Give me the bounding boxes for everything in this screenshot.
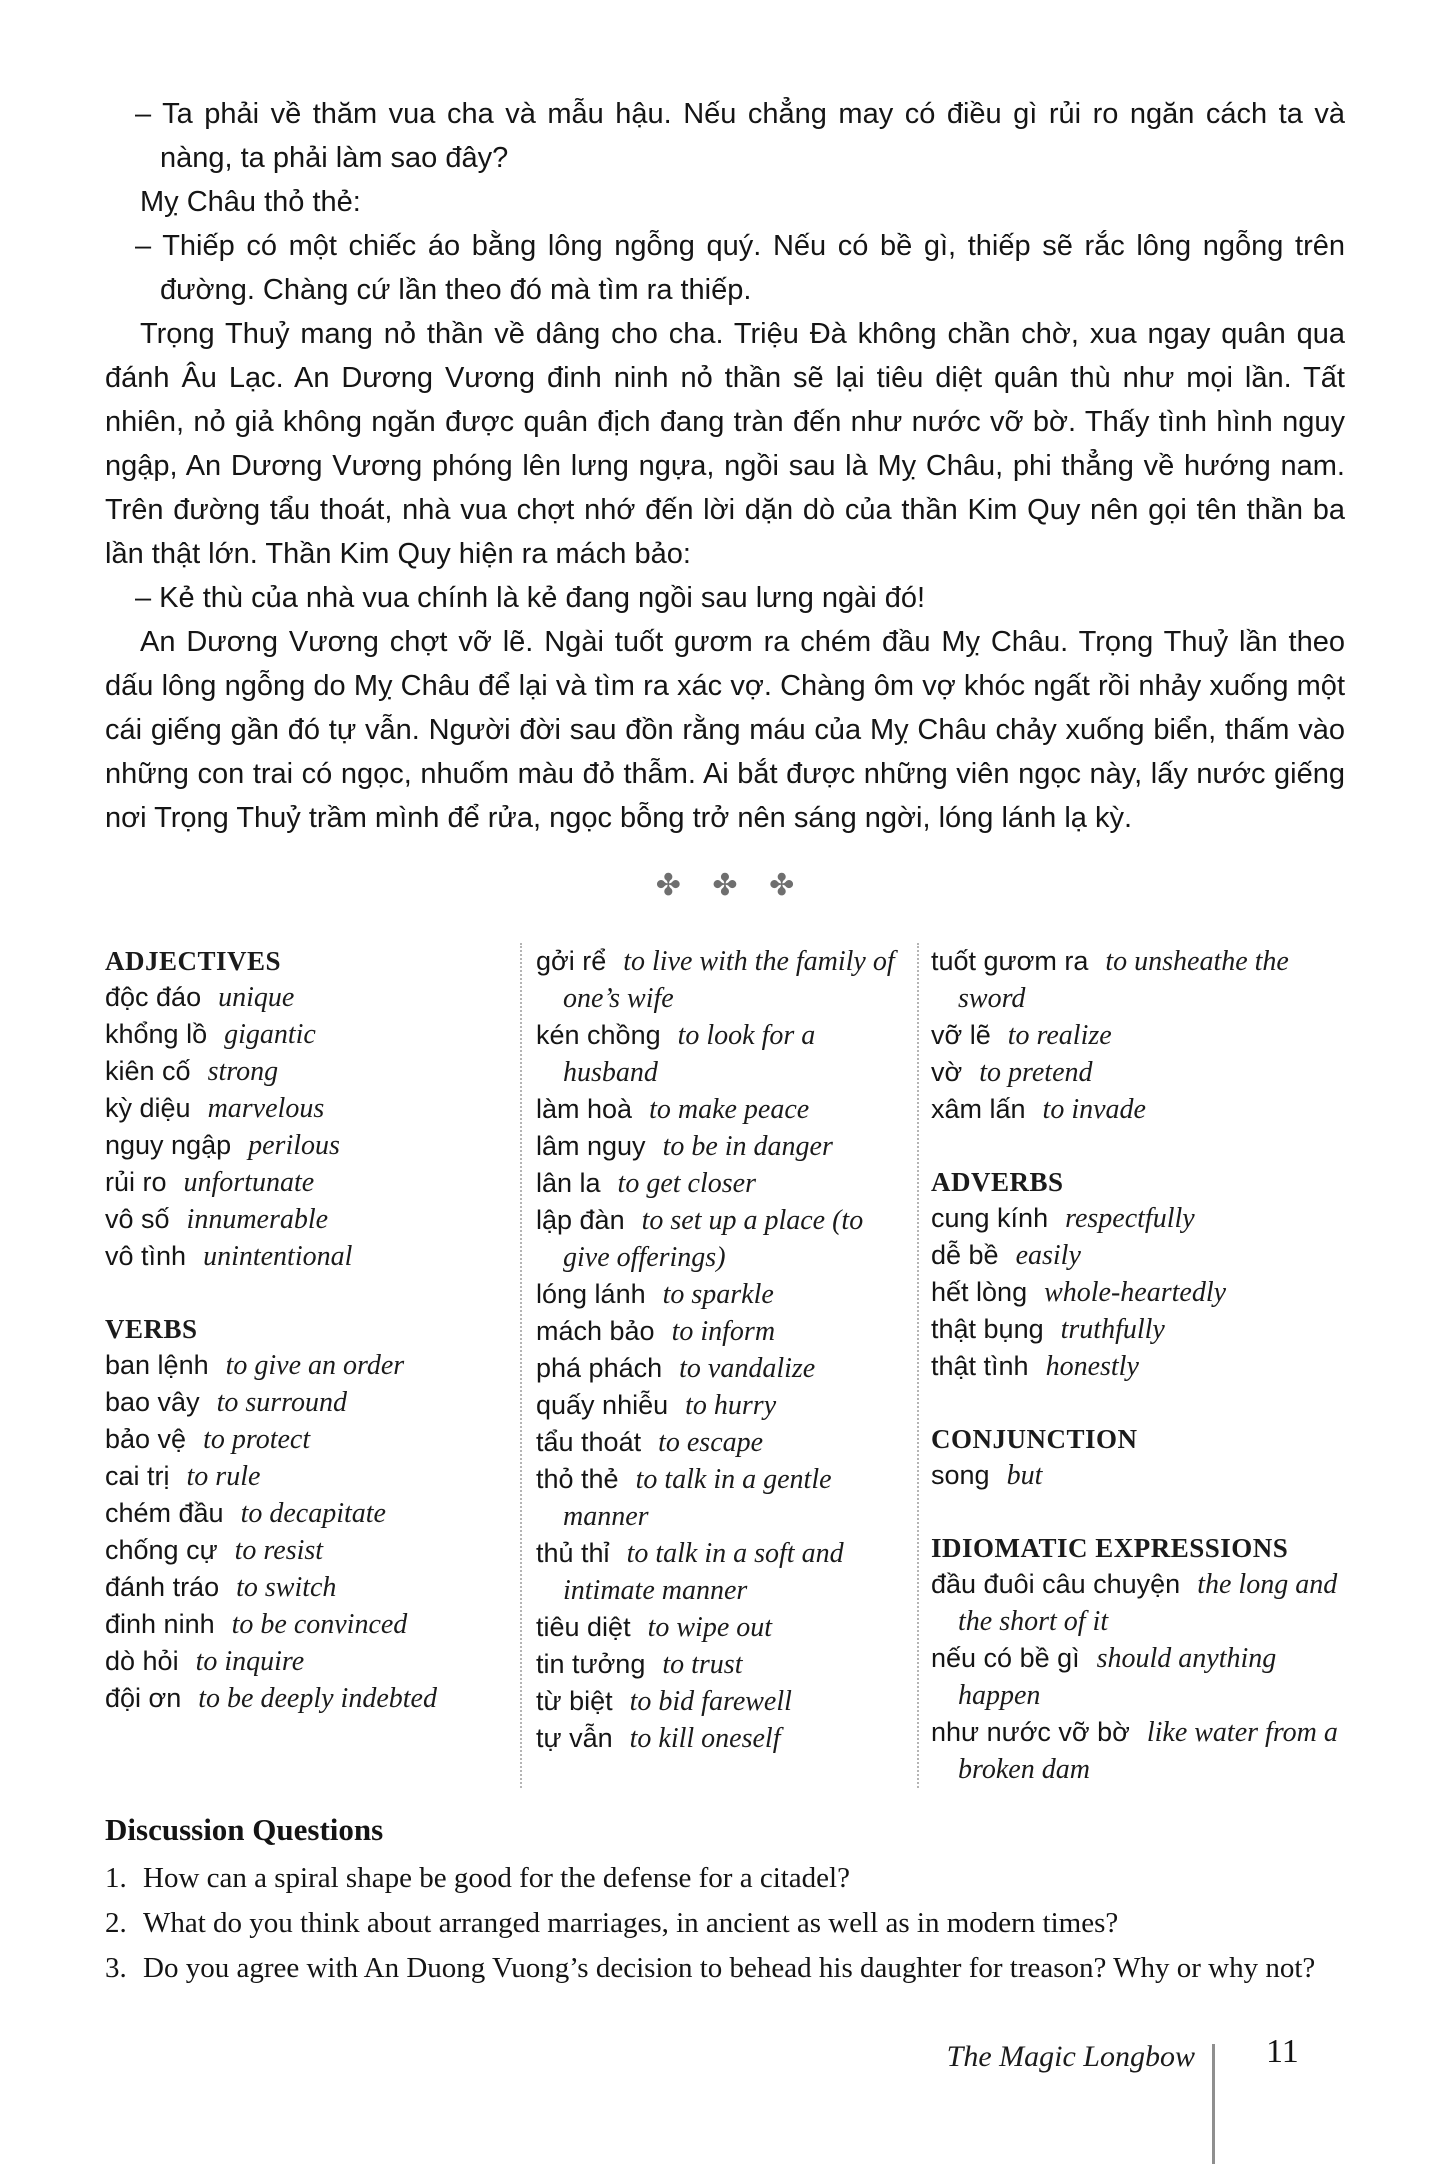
story-paragraph: Mỵ Châu thỏ thẻ: bbox=[140, 186, 361, 218]
vocab-block bbox=[931, 1421, 1345, 1494]
vocab-term: vô tình bbox=[105, 1241, 187, 1271]
discussion-section bbox=[105, 1810, 1345, 1991]
vocab-term: quấy nhiễu bbox=[536, 1390, 669, 1420]
vocab-entry bbox=[105, 979, 502, 1016]
vocab-term: đánh tráo bbox=[105, 1572, 220, 1602]
vocab-definition: respectfully bbox=[1065, 1203, 1195, 1234]
vocab-term: lân la bbox=[536, 1168, 601, 1198]
vocab-definition: to look for a husband bbox=[563, 1020, 816, 1088]
vocab-definition: to resist bbox=[234, 1535, 324, 1566]
discussion-title: Discussion Questions bbox=[105, 1812, 384, 1847]
vocab-entry bbox=[931, 1274, 1345, 1311]
vocab-definition: to talk in a soft and intimate manner bbox=[563, 1538, 844, 1606]
vocab-definition: to inform bbox=[671, 1316, 776, 1347]
story-paragraph: – Ta phải về thăm vua cha và mẫu hậu. Nếu chẳng may có điều gì rủi ro ngăn cách ta và nàng, ta phải làm sao đây? bbox=[135, 98, 1345, 174]
vocab-definition: perilous bbox=[248, 1130, 340, 1161]
vocab-entry bbox=[105, 1016, 502, 1053]
vocab-entry bbox=[536, 1535, 905, 1609]
vocab-block bbox=[536, 943, 905, 1757]
vocab-term: tự vẫn bbox=[536, 1723, 613, 1753]
vocab-term: bảo vệ bbox=[105, 1424, 187, 1454]
vocab-definition: gigantic bbox=[224, 1019, 316, 1050]
vocab-term: tiêu diệt bbox=[536, 1612, 631, 1642]
vocab-entry bbox=[105, 1090, 502, 1127]
vocab-entry bbox=[105, 1421, 502, 1458]
vocab-definition: to sparkle bbox=[662, 1279, 774, 1310]
vocab-term: lóng lánh bbox=[536, 1279, 646, 1309]
vocab-entry bbox=[105, 1495, 502, 1532]
vocab-definition: to kill oneself bbox=[629, 1723, 781, 1754]
vocab-entry bbox=[536, 1646, 905, 1683]
vocab-definition: to be in danger bbox=[662, 1131, 833, 1162]
vocab-term: lâm nguy bbox=[536, 1131, 646, 1161]
vocab-entry bbox=[931, 1017, 1345, 1054]
vocab-section-header: CONJUNCTION bbox=[931, 1424, 1138, 1454]
vocab-entry bbox=[105, 1164, 502, 1201]
vocab-definition: to decapitate bbox=[240, 1498, 386, 1529]
vocab-definition: to inquire bbox=[195, 1646, 305, 1677]
vocab-section-header: IDIOMATIC EXPRESSIONS bbox=[931, 1533, 1289, 1563]
vocab-section-header: ADVERBS bbox=[931, 1167, 1064, 1197]
vocab-term: gởi rể bbox=[536, 946, 607, 976]
vocab-term: cai trị bbox=[105, 1461, 170, 1491]
vocabulary-section bbox=[105, 943, 1345, 1788]
vocab-block bbox=[931, 1530, 1345, 1788]
vocab-entry bbox=[105, 1127, 502, 1164]
vocab-entry bbox=[536, 1461, 905, 1535]
footer-vertical-rule bbox=[1212, 2044, 1215, 2164]
vocab-term: vỡ lẽ bbox=[931, 1020, 991, 1050]
vocab-definition: like water from a broken dam bbox=[958, 1717, 1338, 1785]
vocab-term: thỏ thẻ bbox=[536, 1464, 619, 1494]
story-paragraph: – Thiếp có một chiếc áo bằng lông ngỗng quý. Nếu có bề gì, thiếp sẽ rắc lông ngỗng trên đường. Chàng cứ lần theo đó mà tìm ra thiếp. bbox=[135, 230, 1345, 306]
vocab-entry bbox=[931, 1566, 1345, 1640]
vocab-term: song bbox=[931, 1460, 990, 1490]
vocab-term: thật tình bbox=[931, 1351, 1029, 1381]
vocab-definition: unfortunate bbox=[183, 1167, 315, 1198]
vocab-entry bbox=[536, 1387, 905, 1424]
vocab-section-header: ADJECTIVES bbox=[105, 946, 282, 976]
vocab-definition: to vandalize bbox=[679, 1353, 816, 1384]
vocab-term: rủi ro bbox=[105, 1167, 167, 1197]
vocab-term: dễ bề bbox=[931, 1240, 999, 1270]
vocab-entry bbox=[105, 1201, 502, 1238]
vocab-definition: to rule bbox=[186, 1461, 261, 1492]
vocab-entry bbox=[105, 1569, 502, 1606]
vocab-definition: truthfully bbox=[1060, 1314, 1165, 1345]
vocab-column bbox=[520, 943, 917, 1788]
page-number: 11 bbox=[1266, 2033, 1299, 2070]
vocab-term: mách bảo bbox=[536, 1316, 655, 1346]
vocab-definition: to invade bbox=[1042, 1094, 1146, 1125]
vocab-definition: to escape bbox=[658, 1427, 764, 1458]
vocab-entry bbox=[536, 1017, 905, 1091]
vocab-entry bbox=[105, 1347, 502, 1384]
vocab-entry bbox=[536, 1165, 905, 1202]
vocab-definition: should anything happen bbox=[958, 1643, 1277, 1711]
vocab-entry bbox=[931, 1457, 1345, 1494]
vocab-entry bbox=[931, 1714, 1345, 1788]
vocab-term: nguy ngập bbox=[105, 1130, 232, 1160]
vocab-term: vô số bbox=[105, 1204, 170, 1234]
vocab-entry bbox=[536, 1350, 905, 1387]
vocab-term: đội ơn bbox=[105, 1683, 182, 1713]
vocab-entry bbox=[536, 1424, 905, 1461]
vocab-definition: to bid farewell bbox=[629, 1686, 792, 1717]
running-footer-book-title: The Magic Longbow bbox=[946, 2040, 1195, 2073]
discussion-list bbox=[105, 1856, 1345, 1991]
vocab-entry bbox=[536, 1276, 905, 1313]
vocab-definition: unintentional bbox=[203, 1241, 353, 1272]
vocab-term: phá phách bbox=[536, 1353, 663, 1383]
vocab-definition: to be deeply indebted bbox=[198, 1683, 437, 1714]
story bbox=[105, 92, 1345, 840]
vocab-definition: strong bbox=[207, 1056, 279, 1087]
vocab-term: vờ bbox=[931, 1057, 963, 1087]
vocab-term: tuốt gươm ra bbox=[931, 946, 1089, 976]
vocab-term: đầu đuôi câu chuyện bbox=[931, 1569, 1181, 1599]
vocab-block bbox=[105, 943, 502, 1275]
vocab-definition: to hurry bbox=[685, 1390, 777, 1421]
vocab-entry bbox=[105, 1680, 502, 1717]
vocab-entry bbox=[536, 1720, 905, 1757]
vocab-column bbox=[105, 943, 520, 1788]
vocab-term: chống cự bbox=[105, 1535, 218, 1565]
vocab-entry bbox=[931, 1311, 1345, 1348]
vocab-definition: innumerable bbox=[186, 1204, 329, 1235]
vocab-definition: to be convinced bbox=[231, 1609, 408, 1640]
vocab-term: cung kính bbox=[931, 1203, 1049, 1233]
vocab-definition: to live with the family of one’s wife bbox=[563, 946, 895, 1014]
vocab-definition: marvelous bbox=[207, 1093, 325, 1124]
vocab-term: thủ thỉ bbox=[536, 1538, 610, 1568]
vocab-entry bbox=[536, 1609, 905, 1646]
vocab-definition: to pretend bbox=[979, 1057, 1093, 1088]
vocab-entry bbox=[931, 1640, 1345, 1714]
vocab-term: xâm lấn bbox=[931, 1094, 1026, 1124]
vocab-block bbox=[105, 1311, 502, 1717]
section-divider-ornament: ✤ ✤ ✤ bbox=[655, 868, 795, 903]
vocab-entry bbox=[105, 1053, 502, 1090]
vocab-column bbox=[917, 943, 1345, 1788]
vocab-definition: the long and the short of it bbox=[958, 1569, 1338, 1637]
vocab-entry bbox=[536, 1091, 905, 1128]
story-paragraph: – Kẻ thù của nhà vua chính là kẻ đang ngồi sau lưng ngài đó! bbox=[135, 582, 926, 614]
vocab-definition: easily bbox=[1015, 1240, 1081, 1271]
vocab-entry bbox=[536, 943, 905, 1017]
vocab-entry bbox=[536, 1128, 905, 1165]
vocab-definition: to get closer bbox=[617, 1168, 756, 1199]
vocab-entry bbox=[536, 1683, 905, 1720]
vocab-term: độc đáo bbox=[105, 982, 202, 1012]
vocab-term: hết lòng bbox=[931, 1277, 1028, 1307]
vocab-definition: to set up a place (to give offerings) bbox=[563, 1205, 864, 1273]
vocab-definition: to make peace bbox=[649, 1094, 810, 1125]
vocab-entry bbox=[931, 1200, 1345, 1237]
vocab-definition: to give an order bbox=[225, 1350, 405, 1381]
vocab-entry bbox=[105, 1458, 502, 1495]
vocab-definition: honestly bbox=[1045, 1351, 1139, 1382]
story-paragraph: An Dương Vương chợt vỡ lẽ. Ngài tuốt gươm ra chém đầu Mỵ Châu. Trọng Thuỷ lần theo dấu lông ngỗng do Mỵ Châu để lại và tìm ra xác vợ. Chàng ôm vợ khóc ngất rồi nhảy xuống một cái giếng gần đó tự vẫn. Người đời sau đồn rằng máu của Mỵ Châu chảy xuống biển, thấm vào những con trai có ngọc, nhuốm màu đỏ thẫm. Ai bắt được những viên ngọc này, lấy nước giếng nơi Trọng Thuỷ trầm mình để rửa, ngọc bỗng trở nên sáng ngời, lóng lánh lạ kỳ. bbox=[105, 626, 1345, 834]
discussion-question: What do you think about arranged marriages, in ancient as well as in modern times? bbox=[143, 1907, 1119, 1939]
vocab-term: nếu có bề gì bbox=[931, 1643, 1080, 1673]
vocab-entry bbox=[931, 1237, 1345, 1274]
discussion-question: How can a spiral shape be good for the defense for a citadel? bbox=[143, 1862, 850, 1894]
vocab-definition: unique bbox=[218, 982, 295, 1013]
vocab-definition: but bbox=[1006, 1460, 1043, 1491]
vocab-definition: to switch bbox=[236, 1572, 337, 1603]
vocab-definition: whole-heartedly bbox=[1044, 1277, 1227, 1308]
vocab-entry bbox=[105, 1238, 502, 1275]
vocab-entry bbox=[105, 1643, 502, 1680]
vocab-term: tẩu thoát bbox=[536, 1427, 642, 1457]
vocab-definition: to surround bbox=[216, 1387, 348, 1418]
vocab-term: làm hoà bbox=[536, 1094, 633, 1124]
vocab-definition: to unsheathe the sword bbox=[958, 946, 1289, 1014]
vocab-entry bbox=[931, 1091, 1345, 1128]
vocab-term: khổng lồ bbox=[105, 1019, 208, 1049]
vocab-entry bbox=[105, 1384, 502, 1421]
vocab-term: từ biệt bbox=[536, 1686, 613, 1716]
vocab-entry bbox=[536, 1313, 905, 1350]
discussion-question: Do you agree with An Duong Vuong’s decision to behead his daughter for treason? Why or why not? bbox=[143, 1952, 1316, 1984]
vocab-section-header: VERBS bbox=[105, 1314, 198, 1344]
vocab-block bbox=[931, 943, 1345, 1128]
vocab-entry bbox=[931, 1054, 1345, 1091]
vocab-entry bbox=[105, 1532, 502, 1569]
vocab-term: ban lệnh bbox=[105, 1350, 209, 1380]
vocab-term: như nước vỡ bờ bbox=[931, 1717, 1130, 1747]
vocab-term: lập đàn bbox=[536, 1205, 625, 1235]
vocab-block bbox=[931, 1164, 1345, 1385]
vocab-definition: to talk in a gentle manner bbox=[563, 1464, 832, 1532]
vocab-term: đinh ninh bbox=[105, 1609, 215, 1639]
vocab-definition: to trust bbox=[662, 1649, 743, 1680]
vocab-definition: to wipe out bbox=[647, 1612, 773, 1643]
vocab-entry bbox=[105, 1606, 502, 1643]
vocab-entry bbox=[931, 943, 1345, 1017]
vocab-term: tin tưởng bbox=[536, 1649, 646, 1679]
vocab-term: kiên cố bbox=[105, 1056, 191, 1086]
vocab-term: kỳ diệu bbox=[105, 1093, 191, 1123]
vocab-definition: to realize bbox=[1007, 1020, 1112, 1051]
story-paragraph: Trọng Thuỷ mang nỏ thần về dâng cho cha. Triệu Đà không chần chờ, xua ngay quân qua đánh Âu Lạc. An Dương Vương đinh ninh nỏ thần sẽ lại tiêu diệt quân thù như mọi lần. Tất nhiên, nỏ giả không ngăn được quân địch đang tràn đến như nước vỡ bờ. Thấy tình hình nguy ngập, An Dương Vương phóng lên lưng ngựa, ngồi sau là Mỵ Châu, phi thẳng về hướng nam. Trên đường tẩu thoát, nhà vua chợt nhớ đến lời dặn dò của thần Kim Quy nên gọi tên thần ba lần thật lớn. Thần Kim Quy hiện ra mách bảo: bbox=[105, 318, 1345, 570]
vocab-term: bao vây bbox=[105, 1387, 200, 1417]
vocab-entry bbox=[931, 1348, 1345, 1385]
vocab-term: chém đầu bbox=[105, 1498, 224, 1528]
vocab-term: kén chồng bbox=[536, 1020, 661, 1050]
vocab-term: thật bụng bbox=[931, 1314, 1044, 1344]
vocab-term: dò hỏi bbox=[105, 1646, 179, 1676]
vocab-entry bbox=[536, 1202, 905, 1276]
vocab-definition: to protect bbox=[203, 1424, 311, 1455]
